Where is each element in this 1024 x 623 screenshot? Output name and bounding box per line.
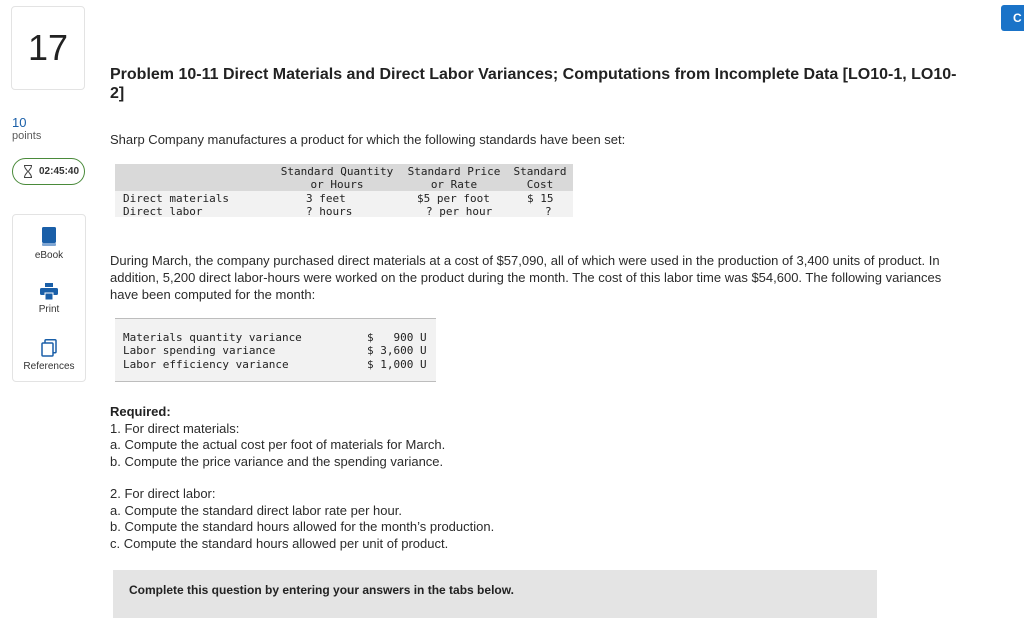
row-materials-price: $5 per foot [417, 192, 490, 205]
row-materials-label: Direct materials [123, 192, 229, 205]
required-part2-a: a. Compute the standard direct labor rate per hour. [110, 502, 402, 518]
row-materials-quantity: 3 feet [306, 192, 346, 205]
question-number [11, 6, 85, 90]
variance-amount-2: $ 3,600 U [367, 344, 427, 357]
question-number-text: 17 [27, 27, 69, 68]
required-part1-b: b. Compute the price variance and the spending variance. [110, 453, 444, 469]
instruction-banner [113, 570, 877, 618]
row-labor-quantity: ? hours [306, 205, 353, 218]
points-value: 10 [12, 115, 27, 130]
standards-table [115, 164, 573, 217]
required-part2-title: 2. For direct labor: [110, 486, 216, 501]
hourglass-icon [23, 165, 33, 178]
references-icon [41, 339, 57, 357]
problem-intro: Sharp Company manufactures a product for which the following standards have been set: [110, 132, 626, 147]
required-part1-a: a. Compute the actual cost per foot of materials for March. [110, 437, 446, 452]
timer-text: 02:45:40 [39, 166, 80, 177]
variance-label-1: Materials quantity variance [123, 331, 302, 344]
header-cost-line2: Cost [526, 178, 554, 191]
timer[interactable] [12, 158, 85, 185]
header-cost-line1: Standard [513, 165, 567, 178]
instruction-text: Complete this question by entering your answers in the tabs below. [129, 583, 514, 597]
corner-button-label: C [1013, 11, 1022, 25]
variance-amount-3: $ 1,000 U [367, 358, 427, 371]
variance-label-3: Labor efficiency variance [123, 358, 289, 371]
references-label: References [23, 361, 75, 372]
variances-top-rule [115, 318, 436, 319]
header-quantity-line2: or Hours [310, 178, 364, 191]
references-button[interactable] [13, 339, 85, 372]
row-labor-price: ? per hour [426, 205, 493, 218]
row-materials-cost: $ 15 [527, 192, 554, 205]
corner-button[interactable] [1001, 5, 1024, 31]
problem-paragraph: During March, the company purchased direct materials at a cost of $57,090, all of which were used in the production of 3,400 units of product. In addition, 5,200 direct labor-hours were worked on the product during the month. The cost of this labor time was $54,600. The following variances have been computed for the month: [110, 253, 942, 302]
row-labor-label: Direct labor [123, 205, 203, 218]
header-quantity-line1: Standard Quantity [280, 165, 394, 178]
header-price-line2: or Rate [430, 178, 478, 191]
required-part2-c: c. Compute the standard hours allowed per unit of product. [110, 535, 449, 551]
required-section [110, 404, 810, 552]
print-button[interactable] [13, 283, 85, 315]
variances-bottom-rule [115, 381, 436, 382]
required-part1-title: 1. For direct materials: [110, 420, 240, 436]
ebook-icon [41, 227, 57, 246]
row-labor-cost: ? [545, 205, 552, 218]
required-spacer [110, 470, 810, 486]
required-heading: Required: [110, 404, 171, 419]
variance-label-2: Labor spending variance [123, 344, 276, 357]
variance-amount-1: $ 900 U [367, 331, 427, 344]
header-price-line1: Standard Price [407, 165, 501, 178]
print-icon [40, 283, 58, 300]
ebook-button[interactable] [13, 227, 85, 261]
tools-panel [12, 214, 86, 382]
ebook-label: eBook [34, 250, 64, 261]
points-label: points [12, 130, 42, 142]
print-label: Print [38, 304, 60, 315]
variances-table [115, 318, 436, 382]
required-part2-b: b. Compute the standard hours allowed for the month’s production. [110, 519, 495, 534]
problem-title: Problem 10-11 Direct Materials and Direct Labor Variances; Computations from Incomplete Data [LO10-1, LO10-2] [110, 66, 957, 102]
